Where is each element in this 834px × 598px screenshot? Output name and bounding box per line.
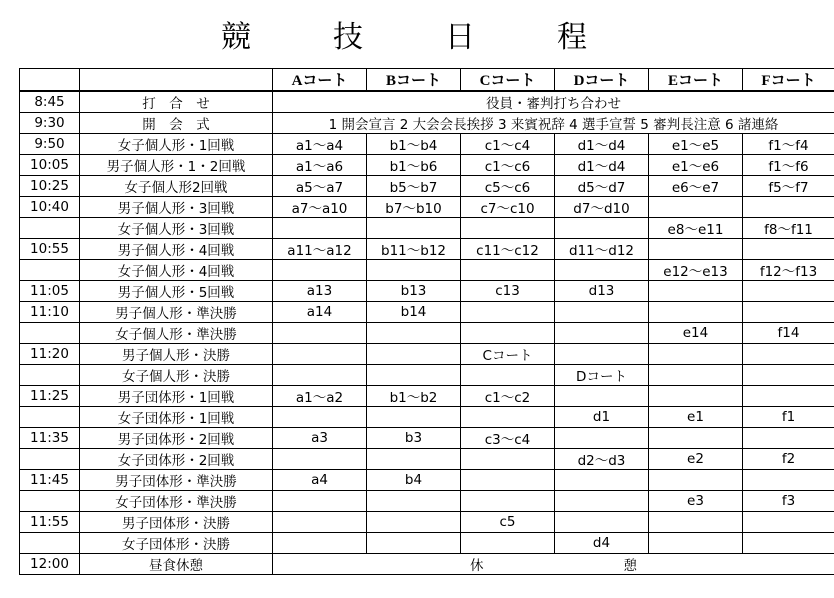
time-cell: 11:20 xyxy=(20,344,80,365)
time-cell: 11:45 xyxy=(20,470,80,491)
court-b-cell xyxy=(367,491,461,512)
court-a-cell: a4 xyxy=(273,470,367,491)
court-c-cell: c11～c12 xyxy=(461,239,555,260)
schedule-row xyxy=(20,155,834,176)
event-cell: 男子個人形・準決勝 xyxy=(80,302,273,323)
court-d-cell: d1～d4 xyxy=(555,155,649,176)
court-f-cell xyxy=(743,512,834,533)
page-title: 競 技 日 程 xyxy=(221,20,613,55)
event-cell: 女子団体形・決勝 xyxy=(80,533,273,554)
schedule-row xyxy=(20,470,834,491)
court-b-cell xyxy=(367,260,461,281)
schedule-row xyxy=(20,386,834,407)
court-f-cell xyxy=(743,428,834,449)
court-c-cell: c5～c6 xyxy=(461,176,555,197)
court-c-cell: Cコート xyxy=(461,344,555,365)
court-a-cell xyxy=(273,407,367,428)
time-cell xyxy=(20,218,80,239)
schedule-row xyxy=(20,239,834,260)
court-a-cell: a1～a2 xyxy=(273,386,367,407)
court-a-cell xyxy=(273,533,367,554)
court-a-cell xyxy=(273,449,367,470)
court-e-cell xyxy=(649,512,743,533)
court-b-cell: b5～b7 xyxy=(367,176,461,197)
schedule-row xyxy=(20,428,834,449)
time-cell xyxy=(20,260,80,281)
event-cell: 女子個人形・4回戦 xyxy=(80,260,273,281)
court-c-cell xyxy=(461,323,555,344)
header-time xyxy=(20,69,80,92)
time-cell: 11:05 xyxy=(20,281,80,302)
court-d-cell xyxy=(555,323,649,344)
note-cell: 役員・審判打ち合わせ xyxy=(273,91,834,113)
court-c-cell: c1～c6 xyxy=(461,155,555,176)
header-court-d: Dコート xyxy=(555,69,649,92)
court-f-cell: f3 xyxy=(743,491,834,512)
time-cell: 10:40 xyxy=(20,197,80,218)
court-d-cell: d7～d10 xyxy=(555,197,649,218)
court-a-cell xyxy=(273,365,367,386)
court-b-cell xyxy=(367,323,461,344)
court-e-cell: e1 xyxy=(649,407,743,428)
event-cell: 女子個人形・3回戦 xyxy=(80,218,273,239)
court-e-cell: e1～e5 xyxy=(649,134,743,155)
time-cell: 10:05 xyxy=(20,155,80,176)
court-f-cell xyxy=(743,344,834,365)
lunch-label-right: 憩 xyxy=(623,558,637,574)
event-cell: 女子団体形・2回戦 xyxy=(80,449,273,470)
court-d-cell xyxy=(555,218,649,239)
court-c-cell xyxy=(461,302,555,323)
court-e-cell xyxy=(649,281,743,302)
time-cell xyxy=(20,533,80,554)
court-d-cell xyxy=(555,428,649,449)
court-d-cell xyxy=(555,386,649,407)
court-a-cell xyxy=(273,491,367,512)
lunch-label-left: 休 xyxy=(470,558,484,574)
court-b-cell: b11～b12 xyxy=(367,239,461,260)
court-d-cell xyxy=(555,302,649,323)
court-f-cell: f8～f11 xyxy=(743,218,834,239)
court-f-cell: f12～f13 xyxy=(743,260,834,281)
court-d-cell xyxy=(555,512,649,533)
time-cell xyxy=(20,407,80,428)
court-b-cell xyxy=(367,512,461,533)
event-cell: 男子個人形・4回戦 xyxy=(80,239,273,260)
time-cell: 10:55 xyxy=(20,239,80,260)
event-cell: 女子個人形・1回戦 xyxy=(80,134,273,155)
court-f-cell xyxy=(743,386,834,407)
court-f-cell: f1～f6 xyxy=(743,155,834,176)
event-cell: 打 合 せ xyxy=(80,91,273,113)
time-cell xyxy=(20,491,80,512)
schedule-row xyxy=(20,281,834,302)
note-cell: 1 開会宣言 2 大会会長挨拶 3 来賓祝辞 4 選手宣誓 5 審判長注意 6 諸連絡 xyxy=(273,113,834,134)
court-b-cell xyxy=(367,533,461,554)
court-b-cell xyxy=(367,344,461,365)
court-e-cell xyxy=(649,470,743,491)
court-e-cell: e3 xyxy=(649,491,743,512)
court-c-cell: c5 xyxy=(461,512,555,533)
court-c-cell: c1～c4 xyxy=(461,134,555,155)
event-cell: 男子団体形・2回戦 xyxy=(80,428,273,449)
court-d-cell: d2～d3 xyxy=(555,449,649,470)
court-b-cell: b3 xyxy=(367,428,461,449)
event-cell: 男子団体形・決勝 xyxy=(80,512,273,533)
court-a-cell xyxy=(273,260,367,281)
event-cell: 女子個人形・決勝 xyxy=(80,365,273,386)
court-f-cell xyxy=(743,281,834,302)
event-cell: 女子個人形2回戦 xyxy=(80,176,273,197)
event-cell: 男子団体形・1回戦 xyxy=(80,386,273,407)
court-a-cell: a3 xyxy=(273,428,367,449)
court-e-cell: e6～e7 xyxy=(649,176,743,197)
schedule-row xyxy=(20,491,834,512)
court-c-cell xyxy=(461,407,555,428)
time-cell: 11:55 xyxy=(20,512,80,533)
event-cell: 昼食休憩 xyxy=(80,554,273,575)
court-e-cell: e8～e11 xyxy=(649,218,743,239)
court-f-cell xyxy=(743,365,834,386)
schedule-row xyxy=(20,449,834,470)
lunch-label-cell xyxy=(273,554,834,575)
court-b-cell: b13 xyxy=(367,281,461,302)
court-b-cell xyxy=(367,407,461,428)
time-cell: 12:00 xyxy=(20,554,80,575)
court-a-cell xyxy=(273,218,367,239)
court-f-cell xyxy=(743,197,834,218)
time-cell: 11:25 xyxy=(20,386,80,407)
court-f-cell: f1～f4 xyxy=(743,134,834,155)
court-d-cell: d1～d4 xyxy=(555,134,649,155)
court-b-cell xyxy=(367,218,461,239)
court-b-cell: b14 xyxy=(367,302,461,323)
court-a-cell: a13 xyxy=(273,281,367,302)
court-c-cell: c7～c10 xyxy=(461,197,555,218)
court-d-cell xyxy=(555,260,649,281)
court-a-cell xyxy=(273,344,367,365)
header-court-c: Cコート xyxy=(461,69,555,92)
court-e-cell xyxy=(649,533,743,554)
court-a-cell: a1～a6 xyxy=(273,155,367,176)
court-c-cell xyxy=(461,218,555,239)
court-c-cell xyxy=(461,470,555,491)
header-court-a: Aコート xyxy=(273,69,367,92)
court-f-cell: f2 xyxy=(743,449,834,470)
header-event xyxy=(80,69,273,92)
schedule-row xyxy=(20,512,834,533)
intro-row-meeting xyxy=(20,91,834,113)
schedule-row xyxy=(20,323,834,344)
court-a-cell: a7～a10 xyxy=(273,197,367,218)
court-e-cell: e1～e6 xyxy=(649,155,743,176)
event-cell: 女子団体形・1回戦 xyxy=(80,407,273,428)
court-e-cell xyxy=(649,344,743,365)
schedule-row xyxy=(20,260,834,281)
event-cell: 開 会 式 xyxy=(80,113,273,134)
court-a-cell: a14 xyxy=(273,302,367,323)
event-cell: 女子団体形・準決勝 xyxy=(80,491,273,512)
court-f-cell: f1 xyxy=(743,407,834,428)
court-e-cell xyxy=(649,239,743,260)
court-c-cell: c13 xyxy=(461,281,555,302)
court-f-cell xyxy=(743,302,834,323)
time-cell: 8:45 xyxy=(20,91,80,113)
court-b-cell: b1～b2 xyxy=(367,386,461,407)
court-a-cell: a11～a12 xyxy=(273,239,367,260)
court-c-cell xyxy=(461,260,555,281)
court-b-cell: b1～b6 xyxy=(367,155,461,176)
schedule-table xyxy=(19,68,834,575)
schedule-row xyxy=(20,197,834,218)
time-cell: 11:10 xyxy=(20,302,80,323)
court-d-cell: d4 xyxy=(555,533,649,554)
court-d-cell: d1 xyxy=(555,407,649,428)
court-f-cell xyxy=(743,239,834,260)
court-c-cell xyxy=(461,365,555,386)
time-cell xyxy=(20,365,80,386)
court-f-cell xyxy=(743,533,834,554)
court-a-cell: a1～a4 xyxy=(273,134,367,155)
court-d-cell: d5～d7 xyxy=(555,176,649,197)
event-cell: 男子個人形・1・2回戦 xyxy=(80,155,273,176)
court-d-cell xyxy=(555,491,649,512)
schedule-row xyxy=(20,533,834,554)
schedule-row xyxy=(20,365,834,386)
court-c-cell xyxy=(461,449,555,470)
time-cell xyxy=(20,323,80,344)
court-a-cell xyxy=(273,323,367,344)
time-cell xyxy=(20,449,80,470)
court-d-cell xyxy=(555,470,649,491)
court-b-cell xyxy=(367,449,461,470)
header-court-b: Bコート xyxy=(367,69,461,92)
schedule-row xyxy=(20,407,834,428)
time-cell: 9:50 xyxy=(20,134,80,155)
event-cell: 男子個人形・3回戦 xyxy=(80,197,273,218)
court-d-cell: d11～d12 xyxy=(555,239,649,260)
schedule-row xyxy=(20,176,834,197)
court-b-cell: b1～b4 xyxy=(367,134,461,155)
court-e-cell xyxy=(649,302,743,323)
time-cell: 10:25 xyxy=(20,176,80,197)
intro-row-opening xyxy=(20,113,834,134)
header-row xyxy=(20,69,834,92)
time-cell: 9:30 xyxy=(20,113,80,134)
schedule-row xyxy=(20,134,834,155)
court-c-cell: c1～c2 xyxy=(461,386,555,407)
court-a-cell: a5～a7 xyxy=(273,176,367,197)
schedule-row xyxy=(20,302,834,323)
court-a-cell xyxy=(273,512,367,533)
court-e-cell: e12～e13 xyxy=(649,260,743,281)
court-e-cell xyxy=(649,386,743,407)
header-court-e: Eコート xyxy=(649,69,743,92)
court-e-cell: e14 xyxy=(649,323,743,344)
court-e-cell xyxy=(649,428,743,449)
court-b-cell: b4 xyxy=(367,470,461,491)
court-f-cell xyxy=(743,470,834,491)
court-e-cell xyxy=(649,365,743,386)
event-cell: 男子個人形・決勝 xyxy=(80,344,273,365)
event-cell: 女子個人形・準決勝 xyxy=(80,323,273,344)
court-e-cell xyxy=(649,197,743,218)
court-c-cell xyxy=(461,491,555,512)
header-court-f: Fコート xyxy=(743,69,834,92)
court-b-cell xyxy=(367,365,461,386)
time-cell: 11:35 xyxy=(20,428,80,449)
event-cell: 男子個人形・5回戦 xyxy=(80,281,273,302)
court-b-cell: b7～b10 xyxy=(367,197,461,218)
court-f-cell: f14 xyxy=(743,323,834,344)
schedule-row xyxy=(20,344,834,365)
lunch-row xyxy=(20,554,834,575)
schedule-row xyxy=(20,218,834,239)
event-cell: 男子団体形・準決勝 xyxy=(80,470,273,491)
court-c-cell xyxy=(461,533,555,554)
court-e-cell: e2 xyxy=(649,449,743,470)
court-c-cell: c3～c4 xyxy=(461,428,555,449)
court-d-cell: d13 xyxy=(555,281,649,302)
court-d-cell xyxy=(555,344,649,365)
court-d-cell: Dコート xyxy=(555,365,649,386)
court-f-cell: f5～f7 xyxy=(743,176,834,197)
